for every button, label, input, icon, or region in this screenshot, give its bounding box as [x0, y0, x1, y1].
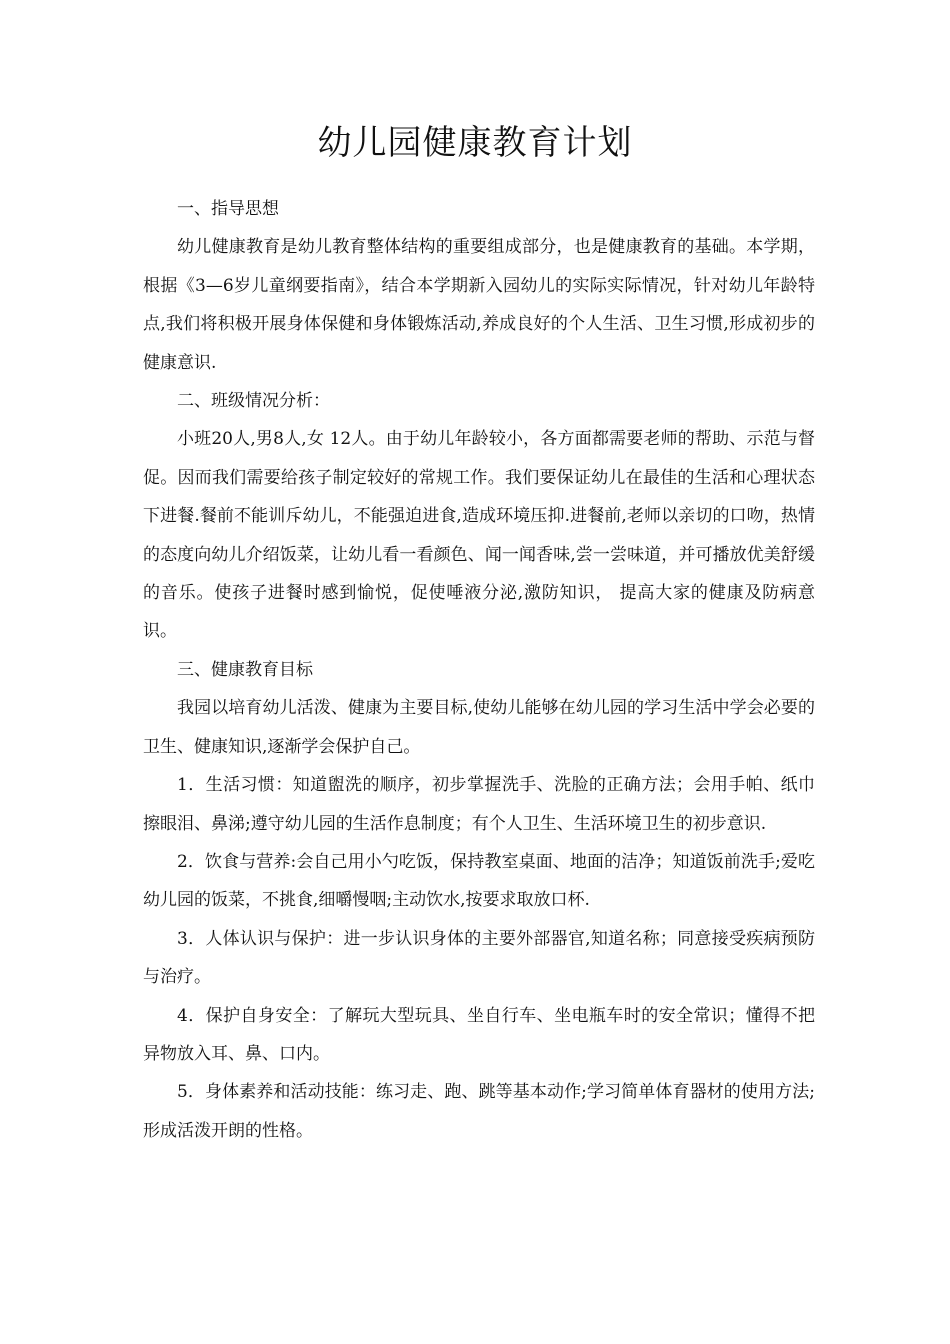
paragraph-education-goals: 我园以培育幼儿活泼、健康为主要目标,使幼儿能够在幼儿园的学习生活中学会必要的卫生、健康知识,逐渐学会保护自己。	[143, 698, 815, 757]
section-heading-education-goals: 三、健康教育目标	[177, 659, 313, 680]
goal-item-physical-skills: 5．身体素养和活动技能：练习走、跑、跳等基本动作;学习简单体育器材的使用方法;形成活泼开朗的性格。	[143, 1082, 815, 1141]
paragraph-guiding-ideology: 幼儿健康教育是幼儿教育整体结构的重要组成部分，也是健康教育的基础。本学期，根据《3—6岁儿童纲要指南》，结合本学期新入园幼儿的实际实际情况，针对幼儿年龄特点,我们将积极开展身体保健和身体锻炼活动,养成良好的个人生活、卫生习惯,形成初步的健康意识.	[143, 237, 815, 373]
document-title: 幼儿园健康教育计划	[317, 123, 633, 163]
section-heading-guiding-ideology: 一、指导思想	[177, 199, 279, 219]
goal-item-living-habits: 1．生活习惯：知道盥洗的顺序，初步掌握洗手、洗脸的正确方法；会用手帕、纸巾擦眼泪、鼻涕;遵守幼儿园的生活作息制度；有个人卫生、生活环境卫生的初步意识.	[143, 775, 815, 834]
document-body	[143, 190, 815, 1150]
goal-item-self-safety: 4．保护自身安全：了解玩大型玩具、坐自行车、坐电瓶车时的安全常识；懂得不把异物放入耳、鼻、口内。	[143, 1005, 815, 1064]
goal-item-diet-nutrition: 2．饮食与营养:会自己用小勺吃饭，保持教室桌面、地面的洁净；知道饭前洗手;爱吃幼儿园的饭菜，不挑食,细嚼慢咽;主动饮水,按要求取放口杯.	[143, 851, 815, 911]
section-heading-class-analysis: 二、班级情况分析：	[177, 391, 330, 412]
goal-item-body-awareness: 3．人体认识与保护：进一步认识身体的主要外部器官,知道名称；同意接受疾病预防与治疗。	[143, 928, 815, 988]
paragraph-class-analysis: 小班20人,男8人,女 12人。由于幼儿年龄较小，各方面都需要老师的帮助、示范与督促。因而我们需要给孩子制定较好的常规工作。我们要保证幼儿在最佳的生活和心理状态下进餐.餐前不能训斥幼儿，不能强迫进食,造成环境压抑.进餐前,老师以亲切的口吻，热情的态度向幼儿介绍饭菜，让幼儿看一看颜色、闻一闻香味,尝一尝味道，并可播放优美舒缓的音乐。使孩子进餐时感到愉悦，促使唾液分泌,激防知识， 提高大家的健康及防病意识。	[143, 429, 815, 642]
